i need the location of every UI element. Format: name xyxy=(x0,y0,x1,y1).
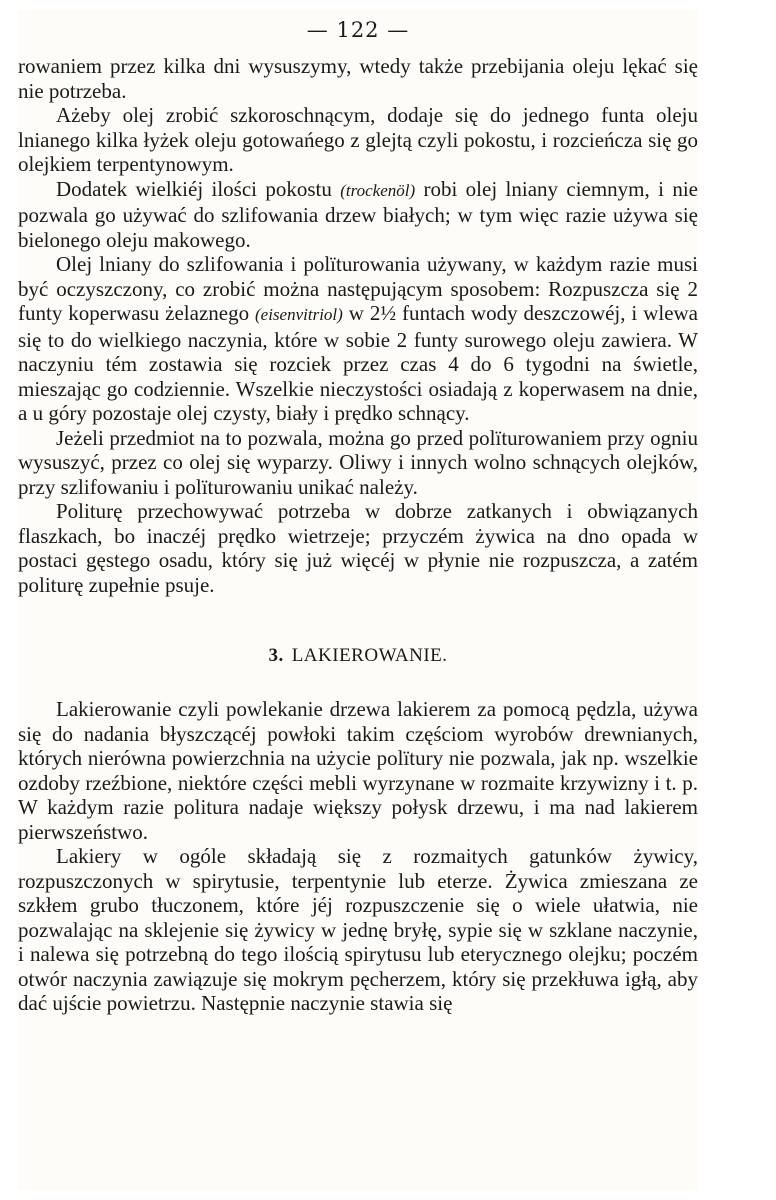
section-one-text xyxy=(18,54,698,597)
paragraph-text: Politurę przechowywać potrzeba w dobrze zatkanych i obwiązanych flaszkach, bo inaczéj prędko wietrzeje; przyczém żywica na dno opada w postaci gęstego osadu, który się już więcéj w płynie nie rozpuszcza, a zatém politurę zupełnie psuje. xyxy=(18,499,698,597)
paragraph-text: Lakierowanie czyli powlekanie drzewa lakierem za pomocą pędzla, używa się do nadania błyszczącéj powłoki takim częściom wyrobów drewnianych, których nierówna powierzchnia na użycie polïtury nie pozwala, jak np. wszelkie ozdoby rzeźbione, niektóre części mebli wyrzynane w rozmaite krzywizny i t. p. W każdym razie politura nadaje większy połysk drzewu, i ma nad lakierem pierwszeństwo. xyxy=(18,697,698,844)
section-heading-number: 3. xyxy=(268,645,284,666)
paragraph-text: Dodatek wielkiéj ilości pokostu xyxy=(56,176,341,201)
paragraph xyxy=(18,426,698,500)
paragraph xyxy=(18,177,698,253)
paragraph xyxy=(18,499,698,597)
section-two-text xyxy=(18,697,698,1016)
paragraph xyxy=(18,103,698,177)
section-heading xyxy=(18,645,698,667)
paragraph-text: Jeżeli przedmiot na to pozwala, można go przed polïturowaniem przy ogniu wysuszyć, przez co olej się wyparzy. Oliwy i innych wolno schnących olejków, przy szlifowaniu i polïturowaniu unikać należy. xyxy=(18,425,698,499)
italic-term: (trockenöl) xyxy=(340,180,416,200)
paragraph xyxy=(18,844,698,1016)
paragraph xyxy=(18,252,698,426)
section-heading-title: LAKIEROWANIE. xyxy=(291,645,448,666)
paragraph-text: Lakiery w ogóle składają się z rozmaitych gatunków żywicy, rozpuszczonych w spirytusie, terpentynie lub eterze. Żywica zmieszana ze szkłem grubo tłuczonem, które jéj rozpuszczenie się o wiele ułatwia, nie pozwalając na sklejenie się żywicy w jednę bryłę, sypie się w szklane naczynie, i nalewa się potrzebną do tego ilością spirytusu lub eterycznego olejku; poczém otwór naczynia zawiązuje się mokrym pęcherzem, który się przekłuwa igłą, aby dać ujście powietrzu. Następnie naczynie stawia się xyxy=(18,844,698,1015)
paragraph-text: w 2½ funtach wody deszczowéj, i wlewa się to do wielkiego naczynia, które w sobie 2 funty surowego oleju zawiera. W naczyniu tém zostawia się rozciek przez czas 4 do 6 tygodni na świetle, mieszając go codziennie. Wszelkie nieczystości osiadają z koperwasem na dnie, a u góry pozostaje olej czysty, biały i prędko schnący. xyxy=(18,301,698,425)
paragraph-text: rowaniem przez kilka dni wysuszymy, wtedy także przebijania oleju lękać się nie potrzeba. xyxy=(18,54,698,103)
page-number: — 122 — xyxy=(306,18,410,42)
paragraph-text: Olej lniany do szlifowania i polïturowania używany, w każdym razie musi być oczyszczony, co zrobić można następującym sposobem: Rozpuszcza się 2 funty koperwasu żelaznego xyxy=(18,252,698,325)
paragraph xyxy=(18,697,698,844)
paragraph-text: Ażeby olej zrobić szkoroschnącym, dodaje się do jednego funta oleju lnianego kilka łyżek oleju gotowańego z glejtą czyli pokostu, i rozcieńcza się go olejkiem terpentynowym. xyxy=(18,103,698,176)
italic-term: (eisenvitriol) xyxy=(255,305,343,324)
paragraph xyxy=(18,54,698,103)
book-page xyxy=(18,10,698,1190)
paragraph-text: robi olej lniany ciemnym, i nie pozwala go używać do szlifowania drzew białych; w tym więc razie używa się bielonego oleju makowego. xyxy=(18,176,698,252)
